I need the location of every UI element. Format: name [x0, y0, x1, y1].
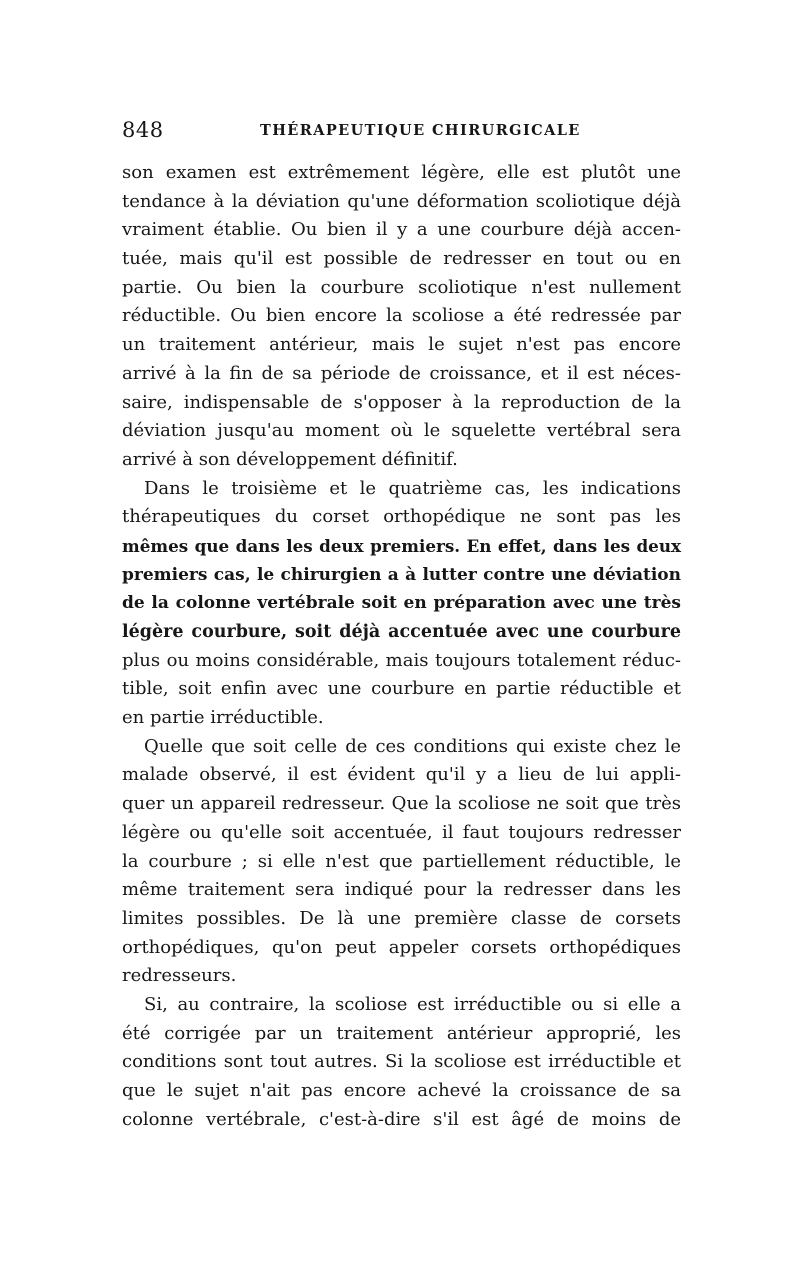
paragraph-end-line: arrivé à son développement définitif. [122, 448, 458, 470]
paragraph-start-line: Quelle que soit celle de ces conditions qui existe chez le [144, 735, 681, 757]
body-text [122, 159, 681, 1134]
text-line: tuée, mais qu'il est possible de redresser en tout ou en [122, 248, 681, 270]
text-line: même traitement sera indiqué pour la redresser dans les [122, 879, 681, 901]
text-line: la courbure ; si elle n'est que partiellement réductible, le [122, 850, 681, 872]
text-line: réductible. Ou bien encore la scoliose a été redressée par [122, 305, 681, 327]
page-number: 848 [122, 118, 164, 142]
text-line: partie. Ou bien la courbure scoliotique n'est nullement [122, 276, 681, 298]
text-line: déviation jusqu'au moment où le squelette vertébral sera [122, 420, 681, 442]
text-line: arrivé à la fin de sa période de croissance, et il est néces- [122, 362, 681, 384]
text-line: malade observé, il est évident qu'il y a lieu de lui appli- [122, 764, 681, 786]
paragraph-end-line: redresseurs. [122, 965, 237, 987]
paragraph-start-line: Si, au contraire, la scoliose est irréductible ou si elle a [144, 993, 681, 1015]
text-line: limites possibles. De là une première classe de corsets [122, 907, 681, 929]
text-line: tendance à la déviation qu'une déformation scoliotique déjà [122, 190, 681, 212]
text-line: premiers cas, le chirurgien a à lutter contre une déviation [122, 564, 681, 585]
text-line: son examen est extrêmement légère, elle est plutôt une [122, 162, 681, 183]
text-line: tible, soit enfin avec une courbure en partie réductible et [122, 678, 681, 700]
paragraph-end-line: en partie irréductible. [122, 707, 324, 729]
running-head [122, 118, 682, 142]
text-line: thérapeutiques du corset orthopédique ne sont pas les [122, 506, 681, 528]
text-line: légère courbure, soit déjà accentuée avec une courbure [122, 622, 681, 642]
paragraph-start-line: Dans le troisième et le quatrième cas, les indications [144, 477, 681, 499]
text-line: plus ou moins considérable, mais toujours totalement réduc- [122, 649, 681, 671]
text-line: été corrigée par un traitement antérieur approprié, les [122, 1022, 681, 1044]
text-line: conditions sont tout autres. Si la scoliose est irréductible et [122, 1051, 681, 1073]
text-line: saire, indispensable de s'opposer à la reproduction de la [122, 391, 681, 413]
text-line: vraiment établie. Ou bien il y a une courbure déjà accen- [122, 219, 681, 241]
text-line: un traitement antérieur, mais le sujet n'est pas encore [122, 334, 681, 356]
text-line: légère ou qu'elle soit accentuée, il faut toujours redresser [122, 821, 681, 843]
text-line: colonne vertébrale, c'est-à-dire s'il est âgé de moins de [122, 1108, 681, 1130]
text-line: mêmes que dans les deux premiers. En effet, dans les deux [122, 535, 681, 556]
text-line: quer un appareil redresseur. Que la scoliose ne soit que très [122, 793, 681, 815]
running-title: THÉRAPEUTIQUE CHIRURGICALE [260, 122, 581, 139]
text-line: de la colonne vertébrale soit en préparation avec une très [122, 593, 681, 614]
text-line: que le sujet n'ait pas encore achevé la croissance de sa [122, 1080, 681, 1101]
text-line: orthopédiques, qu'on peut appeler corsets orthopédiques [122, 936, 681, 958]
